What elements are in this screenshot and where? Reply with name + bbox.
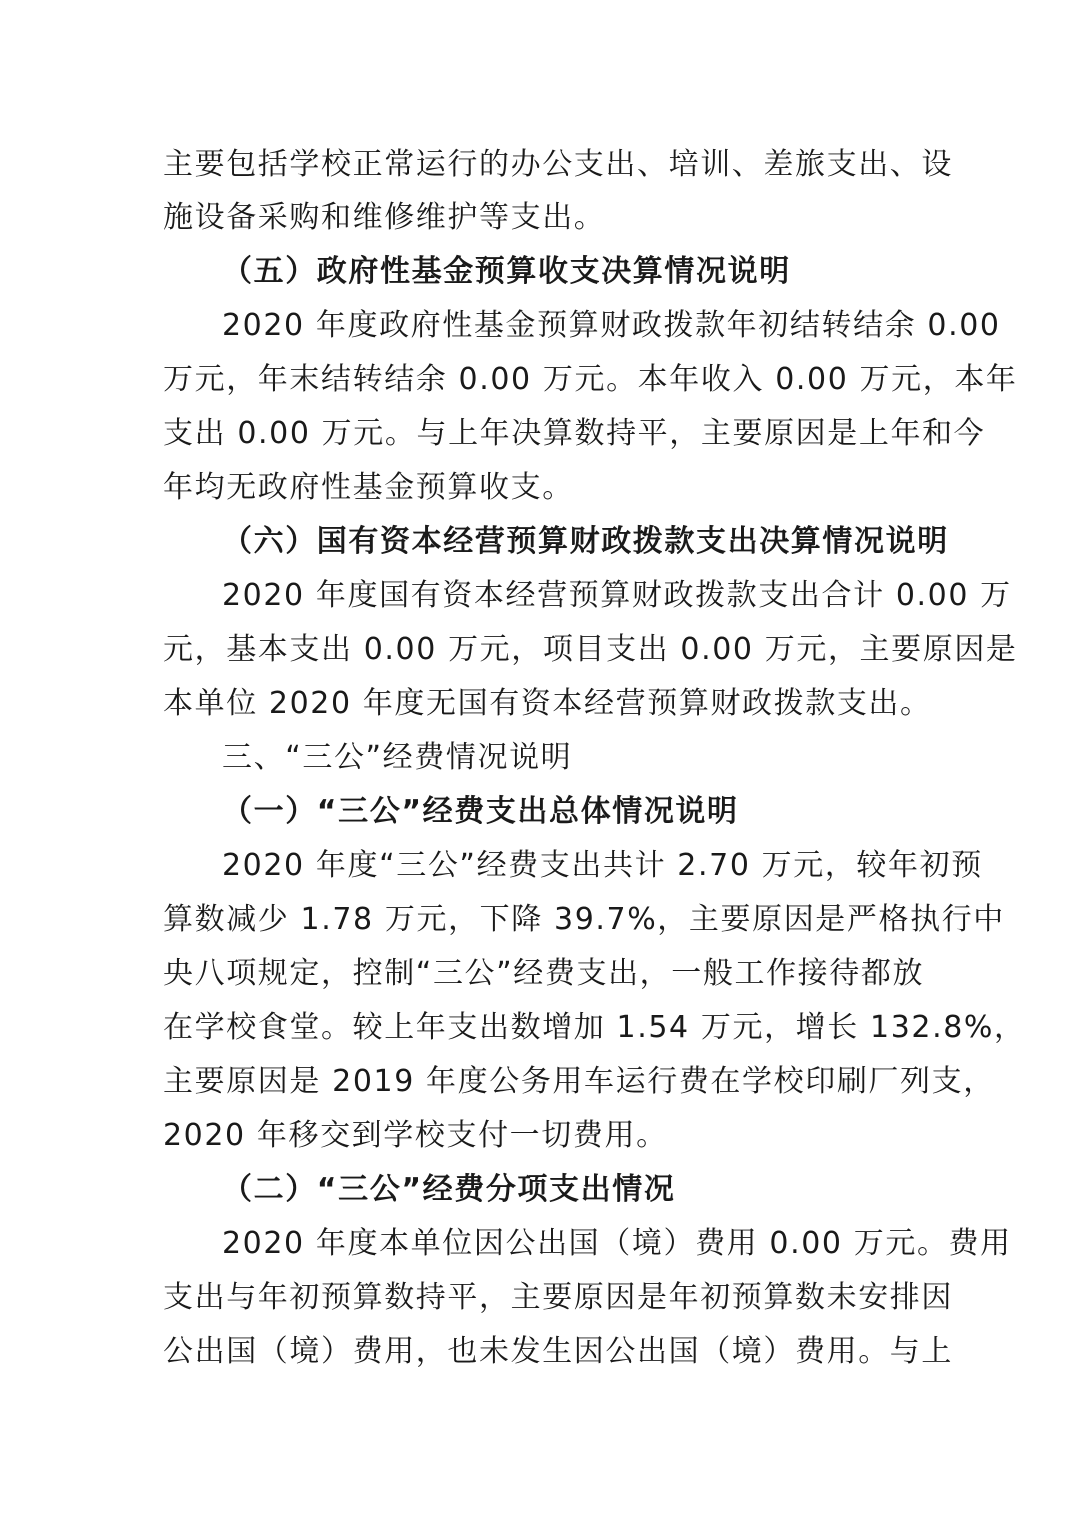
chapter-heading: 三、“三公”经费情况说明 bbox=[222, 740, 573, 775]
section-heading: （一）“三公”经费支出总体情况说明 bbox=[222, 794, 739, 829]
paragraph-line: 在学校食堂。较上年支出数增加 1.54 万元，增长 132.8%， bbox=[163, 1010, 1026, 1045]
paragraph-line: 央八项规定，控制“三公”经费支出，一般工作接待都放 bbox=[163, 956, 925, 991]
paragraph-line: 年均无政府性基金预算收支。 bbox=[163, 470, 574, 505]
paragraph-line: 主要包括学校正常运行的办公支出、培训、差旅支出、设 bbox=[163, 147, 953, 182]
paragraph-line: 本单位 2020 年度无国有资本经营预算财政拨款支出。 bbox=[163, 686, 932, 721]
section-heading: （五）政府性基金预算收支决算情况说明 bbox=[222, 254, 791, 289]
paragraph-line: 万元，年末结转结余 0.00 万元。本年收入 0.00 万元，本年 bbox=[163, 362, 1018, 397]
paragraph-line: 2020 年度国有资本经营预算财政拨款支出合计 0.00 万 bbox=[222, 578, 1012, 613]
paragraph-line: 2020 年移交到学校支付一切费用。 bbox=[163, 1118, 668, 1153]
paragraph-line: 主要原因是 2019 年度公务用车运行费在学校印刷厂列支， bbox=[163, 1064, 995, 1099]
section-heading: （二）“三公”经费分项支出情况 bbox=[222, 1172, 676, 1207]
paragraph-line: 2020 年度政府性基金预算财政拨款年初结转结余 0.00 bbox=[222, 308, 1001, 343]
paragraph-line: 施设备采购和维修维护等支出。 bbox=[163, 200, 606, 235]
paragraph-line: 支出与年初预算数持平，主要原因是年初预算数未安排因 bbox=[163, 1280, 953, 1315]
paragraph-line: 支出 0.00 万元。与上年决算数持平，主要原因是上年和今 bbox=[163, 416, 986, 451]
paragraph-line: 2020 年度“三公”经费支出共计 2.70 万元，较年初预 bbox=[222, 848, 983, 883]
section-heading: （六）国有资本经营预算财政拨款支出决算情况说明 bbox=[222, 524, 949, 559]
paragraph-line: 2020 年度本单位因公出国（境）费用 0.00 万元。费用 bbox=[222, 1226, 1012, 1261]
paragraph-line: 元，基本支出 0.00 万元，项目支出 0.00 万元，主要原因是 bbox=[163, 632, 1018, 667]
paragraph-line: 公出国（境）费用，也未发生因公出国（境）费用。与上 bbox=[163, 1334, 953, 1369]
paragraph-line: 算数减少 1.78 万元，下降 39.7%，主要原因是严格执行中 bbox=[163, 902, 1005, 937]
